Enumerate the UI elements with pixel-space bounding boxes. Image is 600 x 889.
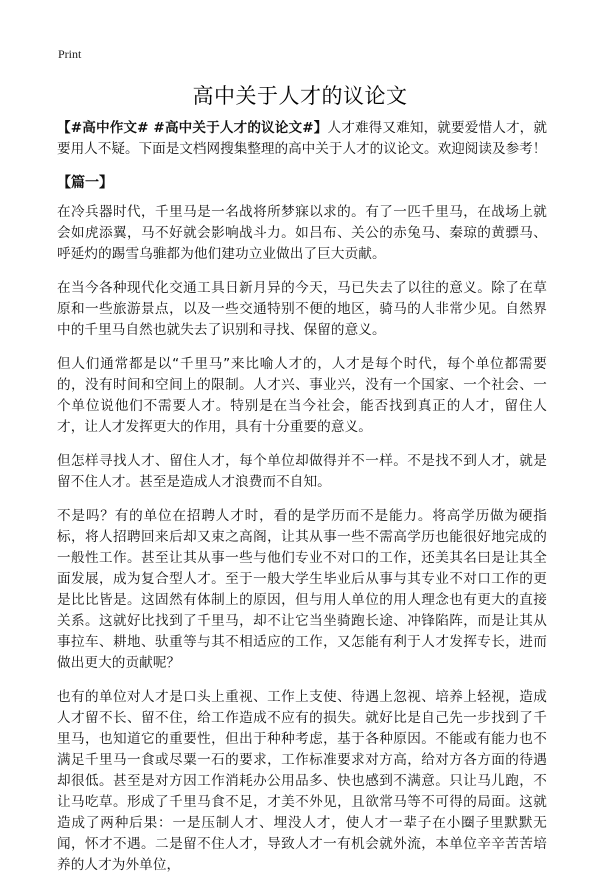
intro-text: 人才难得又难知，就要爱惜人才，就要用人不疑。下面是文档网搜集整理的高中关于人才的议论文。欢迎阅读及参考！ [57, 120, 547, 157]
print-label: Print [58, 47, 82, 61]
intro-tag: 【#高中作文# #高中关于人才的议论文#】 [57, 120, 328, 136]
paragraph-5: 不是吗？有的单位在招聘人才时，看的是学历而不是能力。将高学历做为硬指标，将人招聘回来后却又束之高阁，让其从事一些不需高学历也能很好地完成的一般性工作。甚至让其从事一些与他们专业不对口的工作，还美其名曰是让其全面发展，成为复合型人才。至于一般大学生毕业后从事与其专业不对口工作的更是比比皆是。这固然有体制上的原因，但与用人单位的用人理念也有更大的直接关系。这就好比找到了千里马，却不让它当坐骑跑长途、冲锋陷阵，而是让其从事拉车、耕地、驮重等与其不相适应的工作，又怎能有利于人才发挥专长，进而做出更大的贡献呢？ [57, 508, 547, 671]
section-heading: 【篇一】 [57, 175, 113, 191]
paragraph-1: 在冷兵器时代，千里马是一名战将所梦寐以求的。有了一匹千里马，在战场上就会如虎添翼，马不好就会影响战斗力。如吕布、关公的赤兔马、秦琼的黄骠马、呼延灼的踢雪乌骓都为他们建功立业做出了巨大贡献。 [57, 204, 547, 262]
document-body [57, 118, 547, 889]
document-title: 高中关于人才的议论文 [192, 84, 408, 108]
paragraph-4: 但怎样寻找人才、留住人才，每个单位却做得并不一样。不是找不到人才，就是留不住人才。甚至是造成人才浪费而不自知。 [57, 453, 547, 490]
paragraph-3: 但人们通常都是以“千里马”来比喻人才的，人才是每个时代，每个单位都需要的，没有时间和空间上的限制。人才兴、事业兴，没有一个国家、一个社会、一个单位说他们不需要人才。特别是在当今社会，能否找到真正的人才，留住人才，让人才发挥更大的作用，具有十分重要的意义。 [57, 356, 547, 435]
intro-paragraph [57, 118, 547, 160]
paragraph-2: 在当今各种现代化交通工具日新月异的今天，马已失去了以往的意义。除了在草原和一些旅游景点，以及一些交通特别不便的地区，骑马的人非常少见。自然界中的千里马自然也就失去了识别和寻找、保留的意义。 [57, 280, 547, 338]
paragraph-6: 也有的单位对人才是口头上重视、工作上支使、待遇上忽视、培养上轻视，造成人才留不长、留不住，给工作造成不应有的损失。就好比是自己先一步找到了千里马，也知道它的重要性，但出于种种考虑，基于各种原因。不能或有能力也不满足千里马一食或尽粟一石的要求，工作标准要求对方高，给对方各方面的待遇却很低。甚至是对方因工作消耗办公用品多、快也感到不满意。只让马儿跑，不让马吃草。形成了千里马食不足，才美不外见，且欲常马等不可得的局面。这就造成了两种后果：一是压制人才、埋没人才，使人才一辈子在小圈子里默默无闻，怀才不遇。二是留不住人才，导致人才一有机会就外流，本单位辛辛苦苦培养的人才为外单位， [57, 689, 547, 873]
